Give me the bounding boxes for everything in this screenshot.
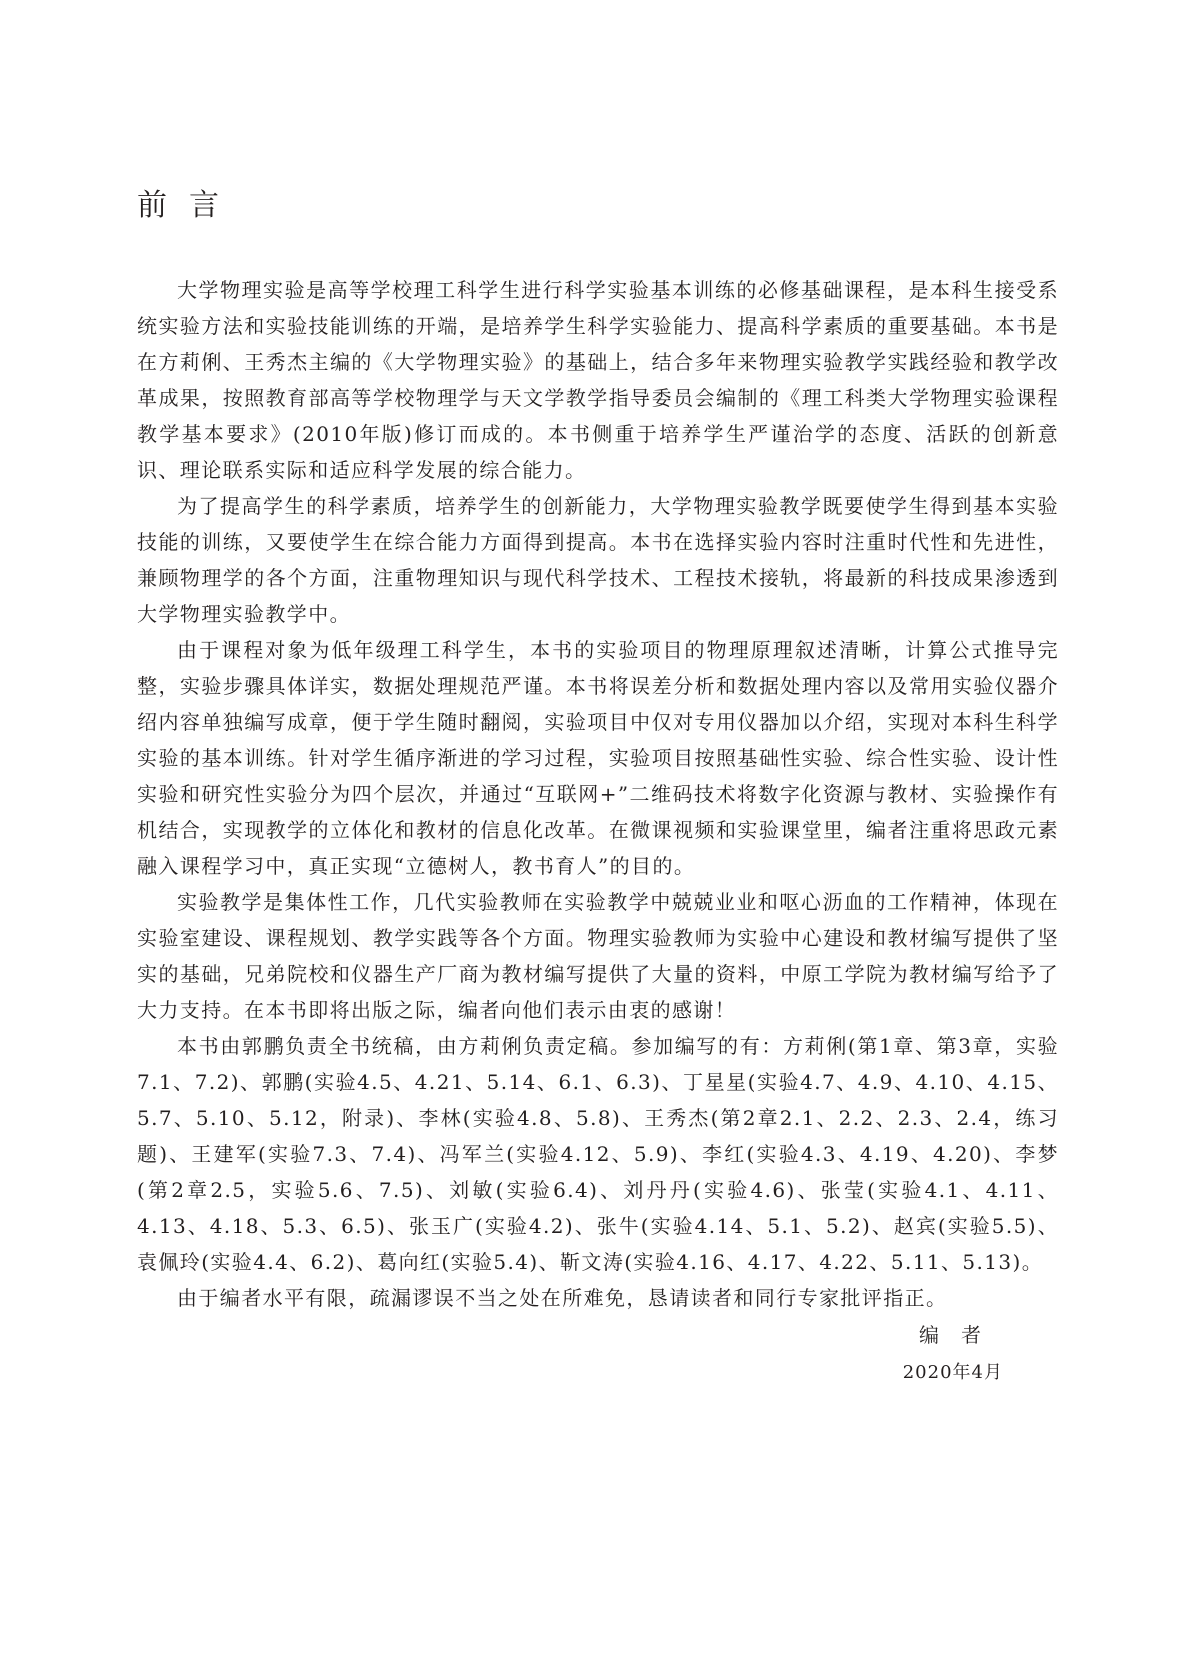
page-title: 前言 [137, 188, 241, 223]
paragraph-acknowledgement: 实验教学是集体性工作，几代实验教师在实验教学中兢兢业业和呕心沥血的工作精神，体现在实验室建设、课程规划、教学实践等各个方面。物理实验教师为实验中心建设和教材编写提供了坚实的基础，兄弟院校和仪器生产厂商为教材编写提供了大量的资料，中原工学院为教材编写给予了大力支持。在本书即将出版之际，编者向他们表示由衷的感谢！ [137, 890, 1059, 1022]
paragraph-authors: 本书由郭鹏负责全书统稿，由方莉俐负责定稿。参加编写的有：方莉俐(第1章、第3章，实验7.1、7.2)、郭鹏(实验4.5、4.21、5.14、6.1、6.3)、丁星星(实验4.7、4.9、4.10、4.15、5.7、5.10、5.12，附录)、李林(实验4.8、5.8)、王秀杰(第2章2.1、2.2、2.3、2.4，练习题)、王建军(实验7.3、7.4)、冯军兰(实验4.12、5.9)、李红(实验4.3、4.19、4.20)、李梦(第2章2.5，实验5.6、7.5)、刘敏(实验6.4)、刘丹丹(实验4.6)、张莹(实验4.1、4.11、4.13、4.18、5.3、6.5)、张玉广(实验4.2)、张牛(实验4.14、5.1、5.2)、赵宾(实验5.5)、袁佩玲(实验4.4、6.2)、葛向红(实验5.4)、靳文涛(实验4.16、4.17、4.22、5.11、5.13)。 [137, 1034, 1059, 1274]
preface-body [137, 272, 1059, 1316]
paragraph-goals: 为了提高学生的科学素质，培养学生的创新能力，大学物理实验教学既要使学生得到基本实验技能的训练，又要使学生在综合能力方面得到提高。本书在选择实验内容时注重时代性和先进性，兼顾物理学的各个方面，注重物理知识与现代科学技术、工程技术接轨，将最新的科技成果渗透到大学物理实验教学中。 [137, 494, 1059, 626]
paragraph-closing: 由于编者水平有限，疏漏谬误不当之处在所难免，恳请读者和同行专家批评指正。 [177, 1286, 948, 1310]
paragraph-intro: 大学物理实验是高等学校理工科学生进行科学实验基本训练的必修基础课程，是本科生接受系统实验方法和实验技能训练的开端，是培养学生科学实验能力、提高科学素质的重要基础。本书是在方莉俐、王秀杰主编的《大学物理实验》的基础上，结合多年来物理实验教学实践经验和教学改革成果，按照教育部高等学校物理学与天文学教学指导委员会编制的《理工科类大学物理实验课程教学基本要求》(2010年版)修订而成的。本书侧重于培养学生严谨治学的态度、活跃的创新意识、理论联系实际和适应科学发展的综合能力。 [137, 278, 1059, 482]
signature-name: 编者 [919, 1323, 1003, 1347]
signature-block [903, 1317, 1003, 1389]
signature-date: 2020年4月 [902, 1362, 1003, 1383]
paragraph-structure: 由于课程对象为低年级理工科学生，本书的实验项目的物理原理叙述清晰，计算公式推导完整，实验步骤具体详实，数据处理规范严谨。本书将误差分析和数据处理内容以及常用实验仪器介绍内容单独编写成章，便于学生随时翻阅，实验项目中仅对专用仪器加以介绍，实现对本科生科学实验的基本训练。针对学生循序渐进的学习过程，实验项目按照基础性实验、综合性实验、设计性实验和研究性实验分为四个层次，并通过“互联网+”二维码技术将数字化资源与教材、实验操作有机结合，实现教学的立体化和教材的信息化改革。在微课视频和实验课堂里，编者注重将思政元素融入课程学习中，真正实现“立德树人，教书育人”的目的。 [137, 638, 1059, 878]
